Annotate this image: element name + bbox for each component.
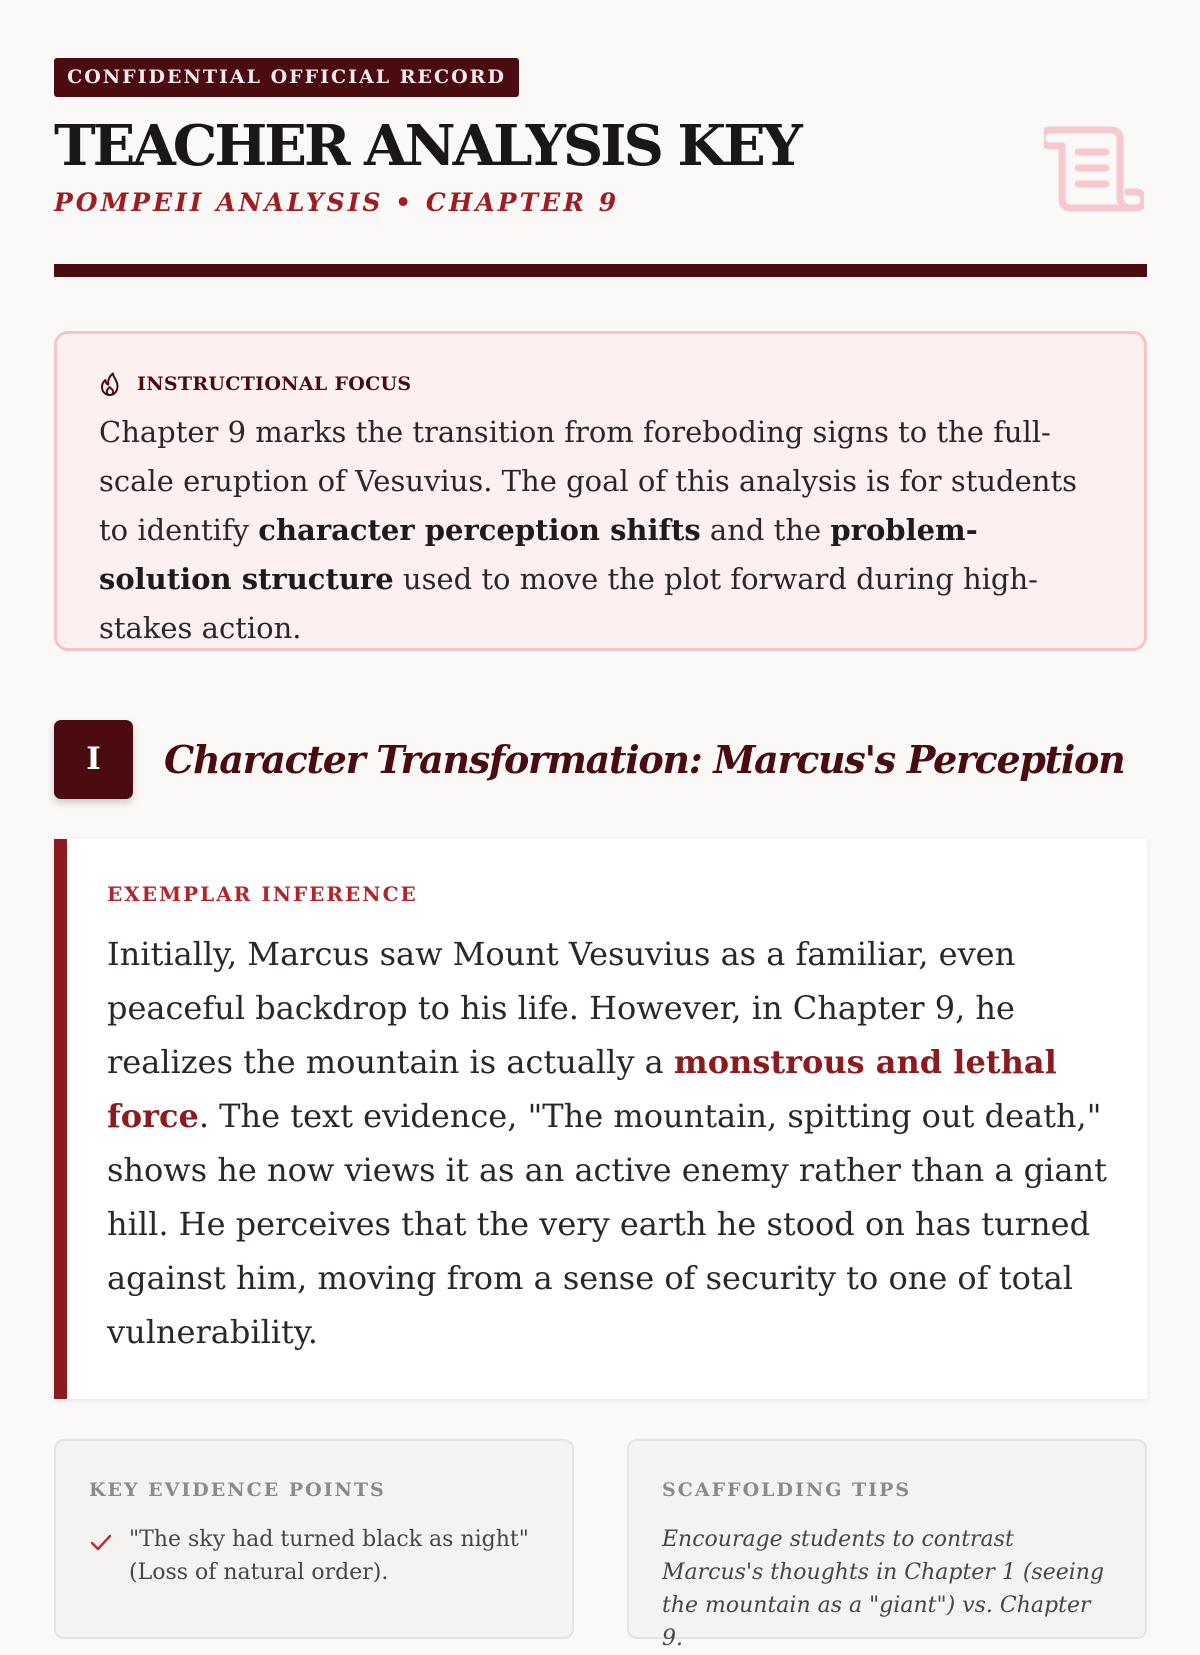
inference-text-part: Initially, Marcus saw Mount Vesuvius as a familiar, even peaceful backdrop to his life. However, in Chapter 9, he realizes the mountain is actually a: [107, 935, 1016, 1081]
tips-label: SCAFFOLDING TIPS: [662, 1479, 912, 1501]
evidence-item: [89, 1523, 540, 1589]
inference-text: [107, 927, 1107, 1359]
check-icon: [89, 1533, 113, 1553]
inference-label: EXEMPLAR INFERENCE: [107, 882, 418, 906]
exemplar-inference-card: [54, 839, 1147, 1399]
page-subtitle: POMPEII ANALYSIS • CHAPTER 9: [54, 188, 620, 217]
focus-emphasis-structure: problem-solution structure: [99, 513, 978, 596]
confidential-badge: CONFIDENTIAL OFFICIAL RECORD: [54, 58, 519, 97]
instructional-focus-box: [54, 331, 1147, 651]
section-number-badge: I: [54, 720, 133, 799]
page-title: TEACHER ANALYSIS KEY: [54, 113, 800, 179]
key-evidence-card: [54, 1439, 574, 1639]
focus-text-part: used to move the plot forward during high-stakes action.: [99, 562, 1038, 645]
focus-text-part: and the: [700, 513, 831, 547]
focus-header: [99, 370, 1104, 398]
header-divider: [54, 264, 1147, 277]
focus-label: INSTRUCTIONAL FOCUS: [137, 373, 412, 395]
focus-text: [99, 408, 1104, 653]
fire-icon: [99, 371, 121, 397]
scaffolding-tips-card: [627, 1439, 1147, 1651]
scroll-icon: [1044, 122, 1144, 216]
evidence-item-text: "The sky had turned black as night" (Loss of natural order).: [129, 1527, 529, 1585]
tips-text: Encourage students to contrast Marcus's thoughts in Chapter 1 (seeing the mountain as a "giant") vs. Chapter 9.: [662, 1527, 1105, 1651]
inference-highlight: monstrous and lethal force: [107, 1043, 1057, 1135]
section-header: [54, 719, 1124, 799]
evidence-label: KEY EVIDENCE POINTS: [89, 1479, 386, 1501]
section-title: Character Transformation: Marcus's Perception: [164, 736, 1125, 782]
focus-emphasis-perception: character perception shifts: [258, 513, 701, 547]
focus-text-part: Chapter 9 marks the transition from foreboding signs to the full-scale eruption of Vesuvius. The goal of this analysis is for students to identify: [99, 415, 1077, 547]
inference-text-part: . The text evidence, "The mountain, spitting out death," shows he now views it as an active enemy rather than a giant hill. He perceives that the very earth he stood on has turned against him, moving from a sense of security to one of total vulnerability.: [107, 1097, 1107, 1351]
